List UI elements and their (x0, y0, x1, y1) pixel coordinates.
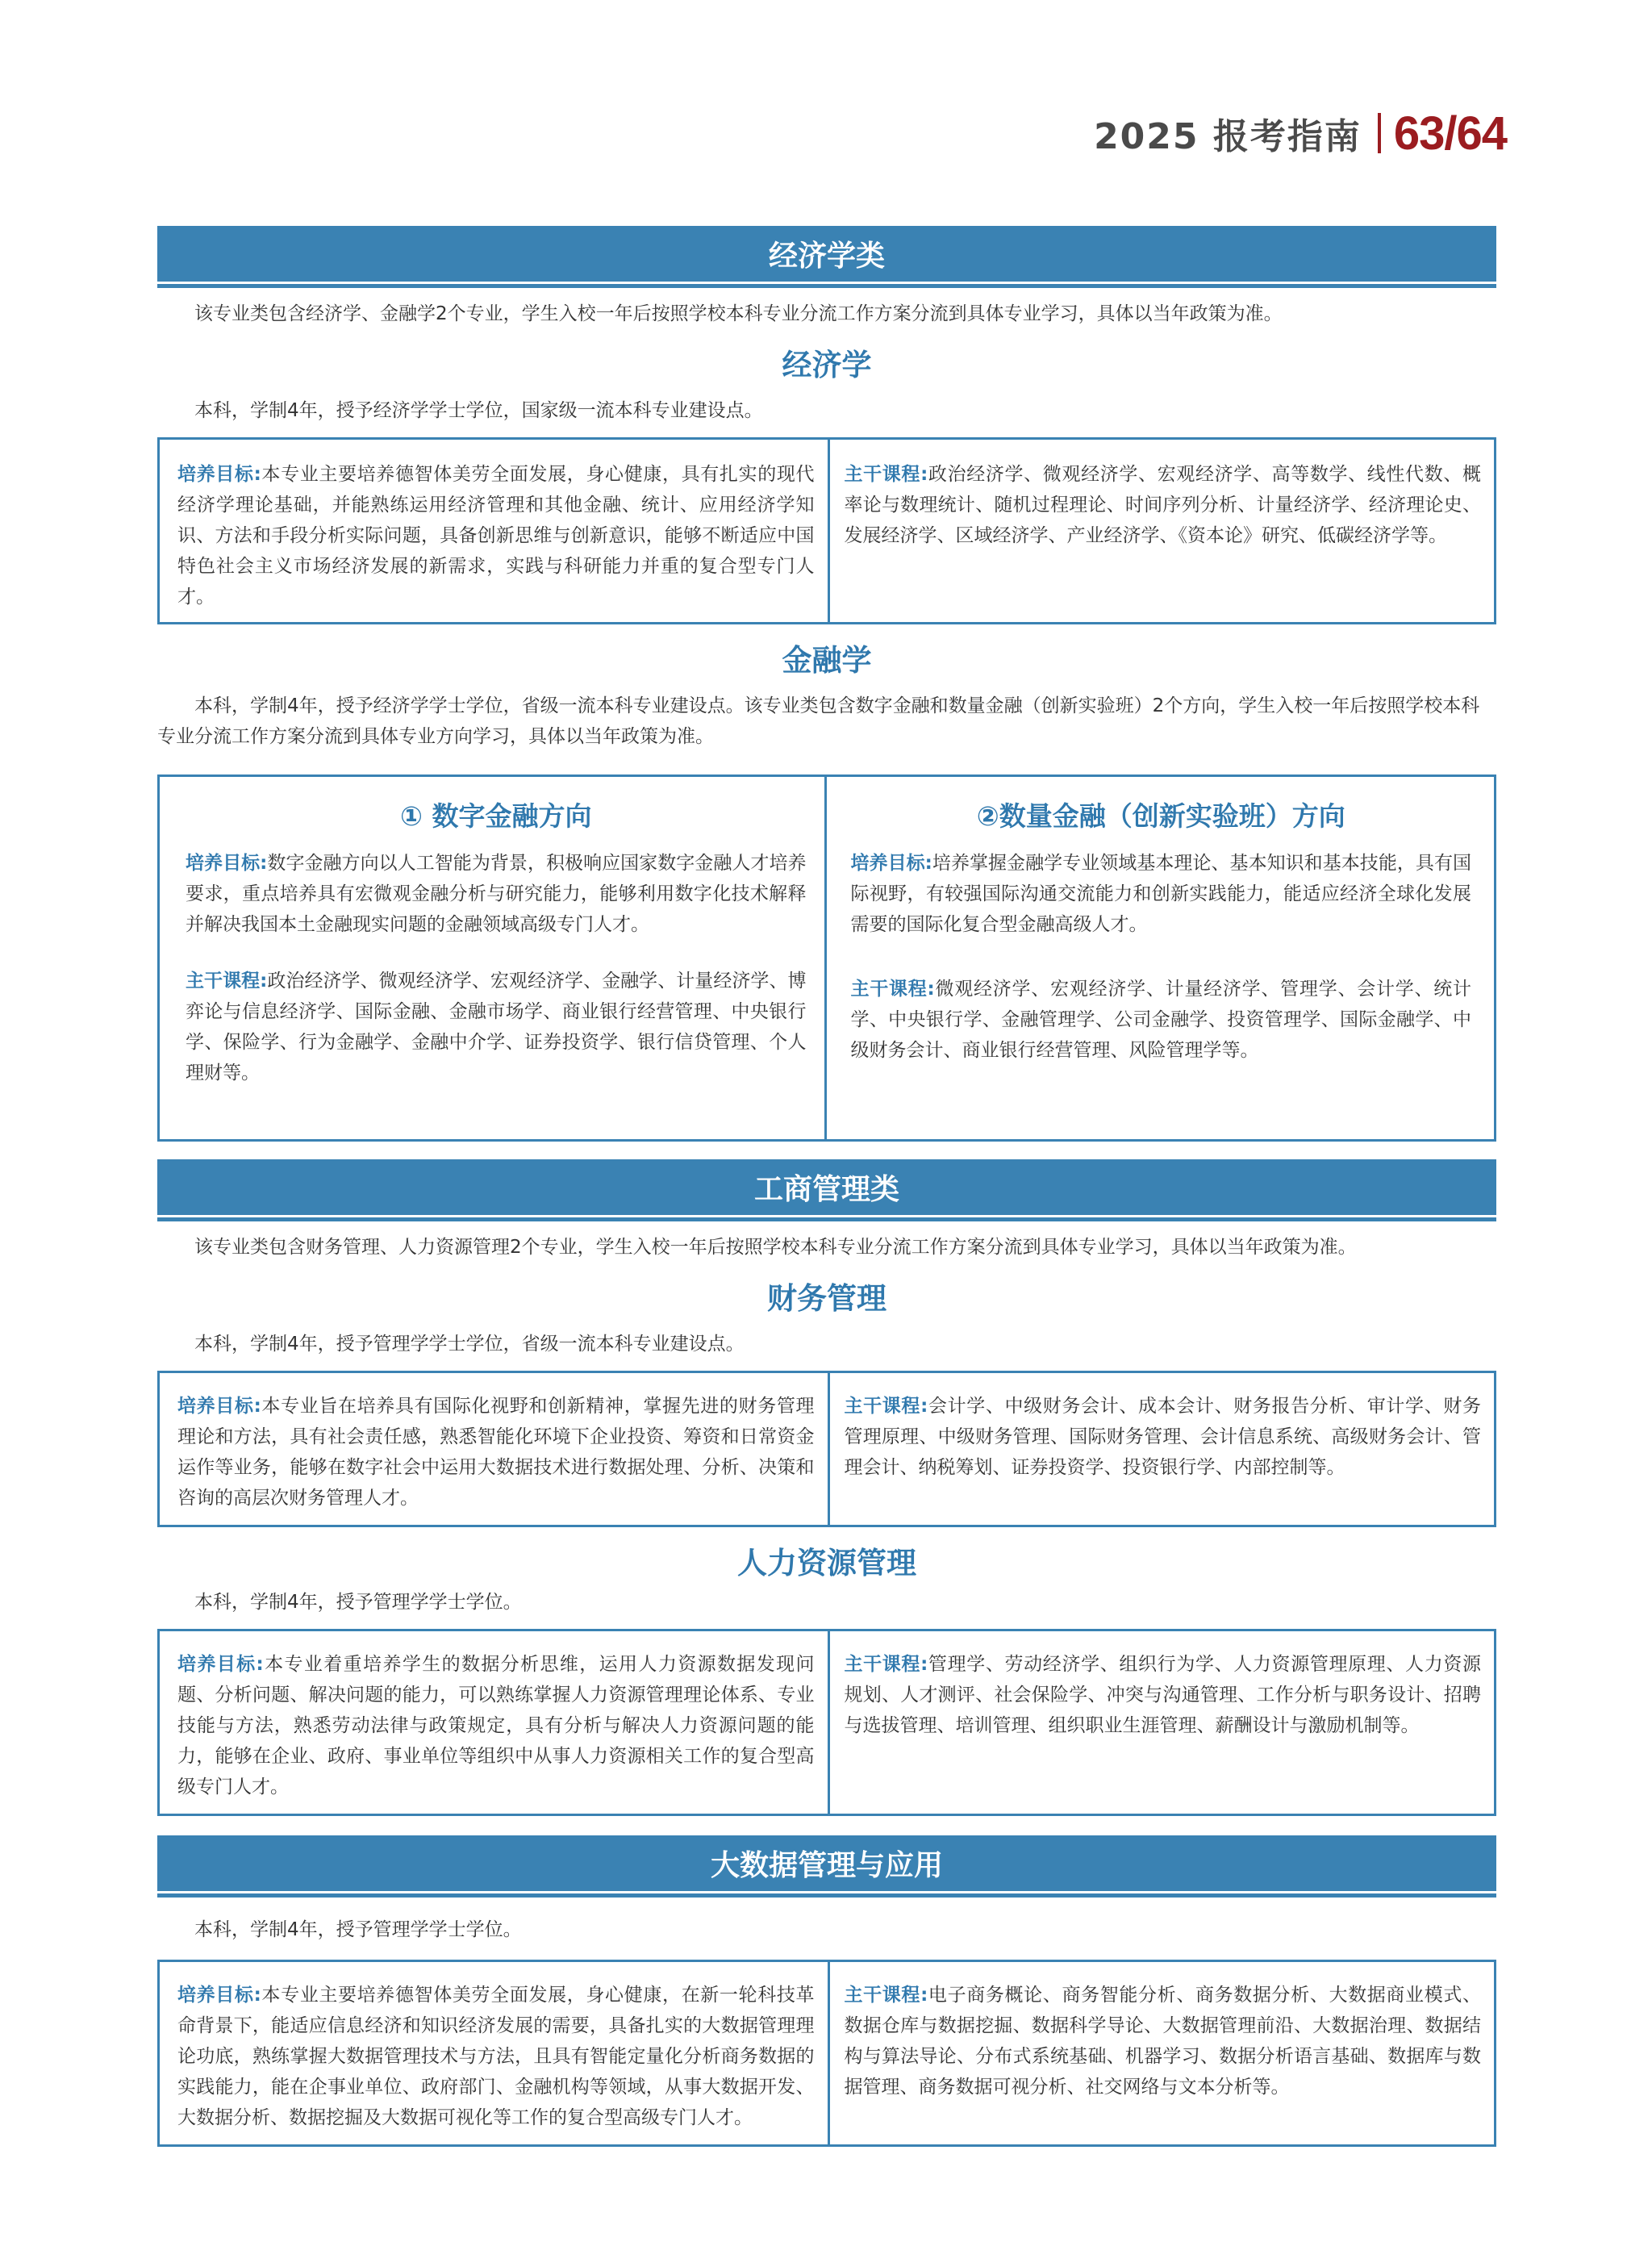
finance-dir1 (160, 777, 827, 1139)
finance-meta: 本科，学制4年，授予经济学学士学位，省级一流本科专业建设点。该专业类包含数字金融和数量金融（创新实验班）2个方向，学生入校一年后按照学校本科专业分流工作方案分流到具体专业方向学习，具体以当年政策为准。 (157, 695, 1480, 747)
hr-courses (830, 1631, 1495, 1814)
goal-label: 培养目标: (177, 1985, 261, 2006)
goal-label: 培养目标: (186, 853, 268, 874)
fin-mgmt-goal (160, 1373, 830, 1525)
hr-title: 人力资源管理 (737, 1546, 916, 1580)
hr-meta: 本科，学制4年，授予管理学学士学位。 (194, 1592, 522, 1613)
courses-label: 主干课程: (850, 979, 935, 1000)
bigdata-meta: 本科，学制4年，授予管理学学士学位。 (194, 1919, 522, 1940)
economics-box (157, 437, 1496, 624)
hr-box (157, 1629, 1496, 1816)
biz-category-intro: 该专业类包含财务管理、人力资源管理2个专业，学生入校一年后按照学校本科专业分流工作方案分流到具体专业学习，具体以当年政策为准。 (194, 1237, 1357, 1258)
goal-label: 培养目标: (177, 1396, 261, 1417)
hr-courses-text: 管理学、劳动经济学、组织行为学、人力资源管理原理、人力资源规划、人才测评、社会保险学、冲突与沟通管理、工作分析与职务设计、招聘与选拔管理、培训管理、组织职业生涯管理、薪酬设计与激励机制等。 (844, 1654, 1481, 1736)
economics-meta: 本科，学制4年，授予经济学学士学位，国家级一流本科专业建设点。 (194, 400, 763, 421)
main-content (157, 226, 1496, 2147)
economics-courses-text: 政治经济学、微观经济学、宏观经济学、高等数学、线性代数、概率论与数理统计、随机过程理论、时间序列分析、计量经济学、经济理论史、发展经济学、区域经济学、产业经济学、《资本论》研究、低碳经济学等。 (844, 464, 1481, 546)
biz-category-banner (157, 1159, 1496, 1217)
header-divider (1378, 113, 1381, 153)
courses-label: 主干课程: (844, 464, 928, 485)
dir1-courses-text: 政治经济学、微观经济学、宏观经济学、金融学、计量经济学、博弈论与信息经济学、国际金融、金融市场学、商业银行经营管理、中央银行学、保险学、行为金融学、金融中介学、证券投资学、银行信贷管理、个人理财等。 (186, 971, 807, 1083)
bigdata-title: 大数据管理与应用 (710, 1849, 943, 1882)
fin-mgmt-goal-text: 本专业旨在培养具有国际化视野和创新精神，掌握先进的财务管理理论和方法，具有社会责任感，熟悉智能化环境下企业投资、筹资和日常资金运作等业务，能够在数字社会中运用大数据技术进行数据处理、分析、决策和咨询的高层次财务管理人才。 (177, 1396, 815, 1509)
econ-category-intro: 该专业类包含经济学、金融学2个专业，学生入校一年后按照学校本科专业分流工作方案分流到具体专业学习，具体以当年政策为准。 (194, 303, 1283, 324)
economics-goal (160, 440, 830, 622)
courses-label: 主干课程: (844, 1654, 928, 1675)
economics-title: 经济学 (782, 348, 872, 382)
dir2-title: ②数量金融（创新实验班）方向 (976, 800, 1345, 832)
fin-mgmt-title: 财务管理 (767, 1281, 886, 1316)
dir2-courses-text: 微观经济学、宏观经济学、计量经济学、管理学、会计学、统计学、中央银行学、金融管理学、公司金融学、投资管理学、国际金融学、中级财务会计、商业银行经营管理、风险管理学等。 (850, 979, 1472, 1061)
bigdata-box (157, 1960, 1496, 2147)
econ-category-banner (157, 226, 1496, 284)
bigdata-goal (160, 1962, 830, 2144)
bigdata-banner (157, 1835, 1496, 1893)
courses-label: 主干课程: (844, 1396, 928, 1417)
fin-mgmt-courses (830, 1373, 1495, 1525)
courses-label: 主干课程: (186, 971, 268, 992)
page-number: 63/64 (1393, 106, 1507, 160)
dir2-goal (851, 848, 1472, 940)
economics-goal-text: 本专业主要培养德智体美劳全面发展，身心健康，具有扎实的现代经济学理论基础，并能熟练运用经济管理和其他金融、统计、应用经济学知识、方法和手段分析实际问题，具备创新思维与创新意识，能够不断适应中国特色社会主义市场经济发展的新需求，实践与科研能力并重的复合型专门人才。 (177, 464, 815, 607)
fin-mgmt-courses-text: 会计学、中级财务会计、成本会计、财务报告分析、审计学、财务管理原理、中级财务管理、国际财务管理、会计信息系统、高级财务会计、管理会计、纳税筹划、证券投资学、投资银行学、内部控制等。 (844, 1396, 1481, 1478)
goal-label: 培养目标: (177, 464, 261, 485)
dir1-goal (186, 848, 807, 940)
dir1-title: ① 数字金融方向 (400, 800, 592, 832)
dir2-courses (851, 974, 1472, 1066)
courses-label: 主干课程: (844, 1985, 928, 2006)
fin-mgmt-box (157, 1371, 1496, 1527)
page-header (1094, 105, 1507, 161)
dir1-goal-text: 数字金融方向以人工智能为背景，积极响应国家数字金融人才培养要求，重点培养具有宏微观金融分析与研究能力，能够利用数字化技术解释并解决我国本土金融现实问题的金融领域高级专门人才。 (186, 853, 807, 935)
finance-directions-box (157, 774, 1496, 1142)
bigdata-goal-text: 本专业主要培养德智体美劳全面发展，身心健康，在新一轮科技革命背景下，能适应信息经济和知识经济发展的需要，具备扎实的大数据管理理论功底，熟练掌握大数据管理技术与方法，且具有智能定量化分析商务数据的实践能力，能在企事业单位、政府部门、金融机构等领域，从事大数据开发、大数据分析、数据挖掘及大数据可视化等工作的复合型高级专门人才。 (177, 1985, 815, 2128)
goal-label: 培养目标: (850, 853, 932, 874)
dir1-courses (186, 966, 807, 1088)
hr-goal (160, 1631, 830, 1814)
guide-title: 2025 报考指南 (1094, 116, 1362, 157)
fin-mgmt-meta: 本科，学制4年，授予管理学学士学位，省级一流本科专业建设点。 (194, 1334, 745, 1355)
econ-category-title: 经济学类 (768, 240, 885, 273)
hr-goal-text: 本专业着重培养学生的数据分析思维，运用人力资源数据发现问题、分析问题、解决问题的能力，可以熟练掌握人力资源管理理论体系、专业技能与方法，熟悉劳动法律与政策规定，具有分析与解决人力资源问题的能力，能够在企业、政府、事业单位等组织中从事人力资源相关工作的复合型高级专门人才。 (177, 1654, 815, 1797)
economics-courses (830, 440, 1495, 622)
finance-title: 金融学 (782, 643, 872, 678)
bigdata-courses (830, 1962, 1495, 2144)
goal-label: 培养目标: (177, 1654, 264, 1675)
bigdata-courses-text: 电子商务概论、商务智能分析、商务数据分析、大数据商业模式、数据仓库与数据挖掘、数据科学导论、大数据管理前沿、大数据治理、数据结构与算法导论、分布式系统基础、机器学习、数据分析语言基础、数据库与数据管理、商务数据可视分析、社交网络与文本分析等。 (844, 1985, 1481, 2098)
dir2-goal-text: 培养掌握金融学专业领域基本理论、基本知识和基本技能，具有国际视野，有较强国际沟通交流能力和创新实践能力，能适应经济全球化发展需要的国际化复合型金融高级人才。 (850, 853, 1471, 935)
biz-category-title: 工商管理类 (753, 1173, 899, 1206)
finance-dir2 (827, 777, 1495, 1139)
